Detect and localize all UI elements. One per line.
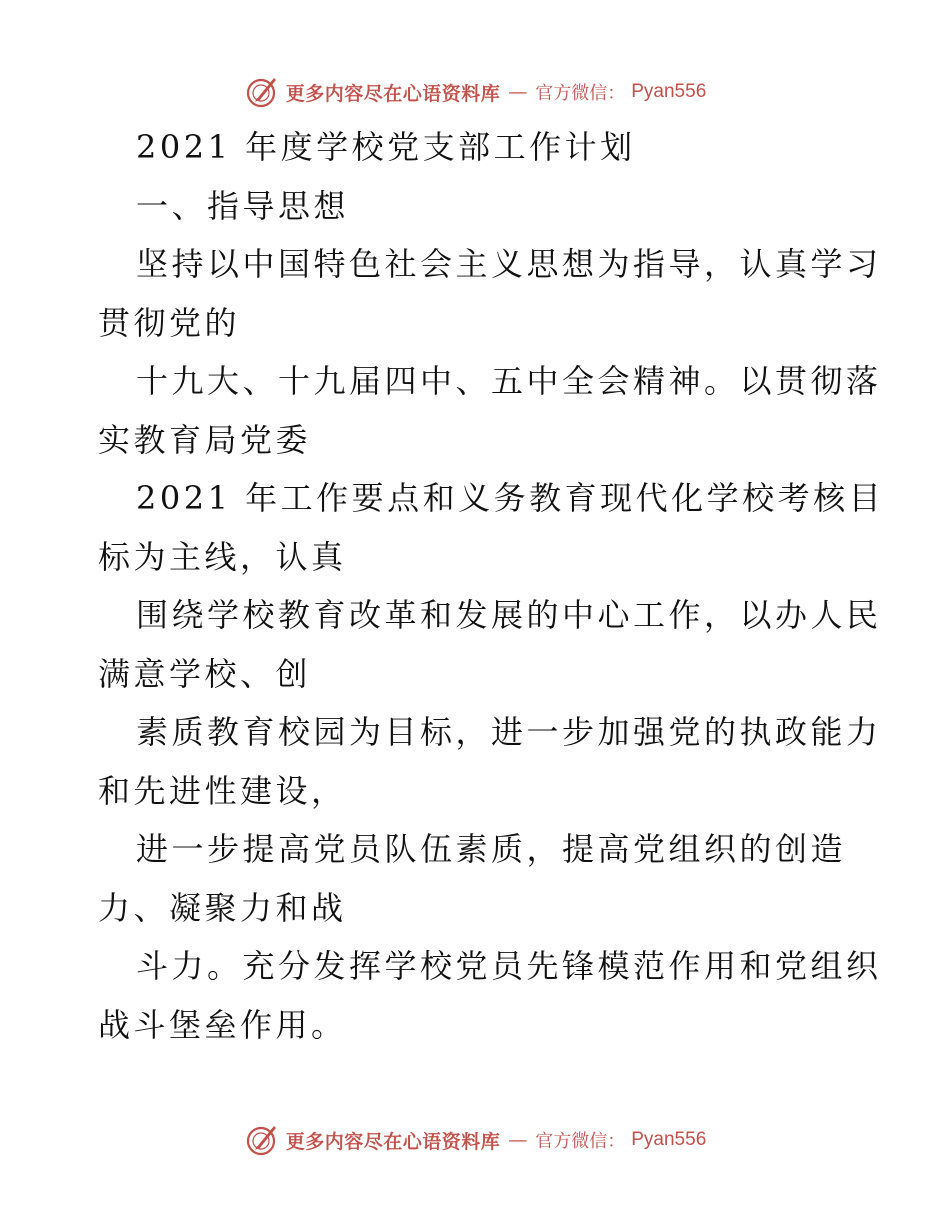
quill-pen-circle-icon xyxy=(244,74,280,110)
footer-watermark xyxy=(0,1120,950,1160)
paragraph-line: 围绕学校教育改革和发展的中心工作，以办人民 xyxy=(136,596,882,634)
paragraph-line: 实教育局党委 xyxy=(98,420,312,459)
paragraph-line: 斗力。充分发挥学校党员先锋模范作用和党组织 xyxy=(136,947,882,985)
header-watermark xyxy=(0,72,950,112)
watermark-brand-text: 更多内容尽在心语资料库 xyxy=(285,1130,501,1153)
watermark-wechat-label: 官方微信： xyxy=(535,83,626,104)
paragraph-line: 进一步提高党员队伍素质，提高党组织的创造 xyxy=(136,830,847,868)
paragraph-line: 贯彻党的 xyxy=(98,303,241,342)
document-title: 2021 年度学校党支部工作计划 xyxy=(136,128,636,166)
watermark-wechat-id: Pyan556 xyxy=(631,81,707,102)
paragraph-line: 战斗堡垒作用。 xyxy=(98,1005,347,1044)
paragraph-line: 素质教育校园为目标，进一步加强党的执政能力 xyxy=(136,713,882,751)
watermark-dash: — xyxy=(508,1129,528,1151)
document-body xyxy=(98,118,885,1054)
watermark-wechat-label: 官方微信： xyxy=(535,1131,626,1152)
paragraph-line: 和先进性建设， xyxy=(98,771,347,810)
paragraph-line: 力、凝聚力和战 xyxy=(98,888,347,927)
quill-pen-circle-icon xyxy=(244,1122,280,1158)
watermark-dash: — xyxy=(508,81,528,103)
paragraph-line: 坚持以中国特色社会主义思想为指导，认真学习 xyxy=(136,245,882,283)
watermark-brand-text: 更多内容尽在心语资料库 xyxy=(285,82,501,105)
section-heading: 一、指导思想 xyxy=(136,186,350,225)
paragraph-line: 标为主线，认真 xyxy=(98,537,347,576)
watermark-wechat-id: Pyan556 xyxy=(631,1129,707,1150)
paragraph-line: 十九大、十九届四中、五中全会精神。以贯彻落 xyxy=(136,362,882,400)
paragraph-line: 2021 年工作要点和义务教育现代化学校考核目 xyxy=(136,479,885,517)
paragraph-line: 满意学校、创 xyxy=(98,654,312,693)
